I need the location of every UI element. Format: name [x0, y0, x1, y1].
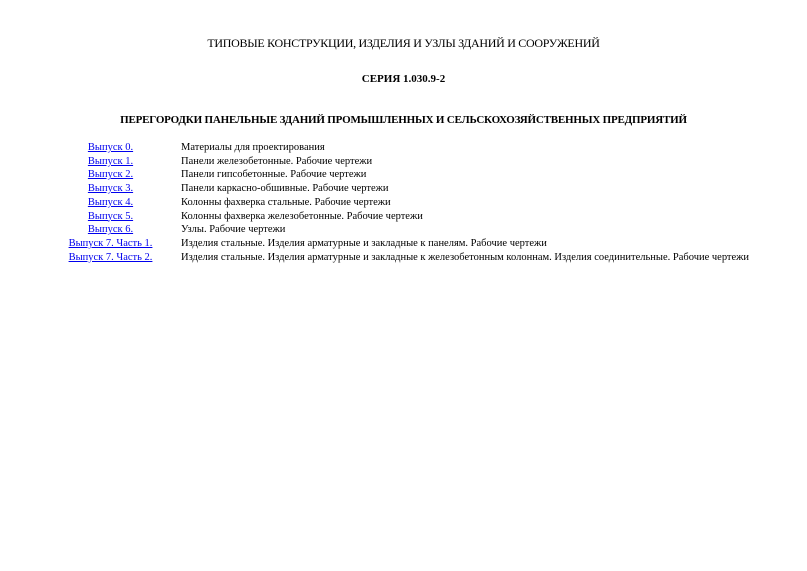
issue-description: Узлы. Рабочие чертежи — [181, 224, 286, 236]
issue-description: Панели железобетонные. Рабочие чертежи — [181, 155, 373, 167]
category-heading: ТИПОВЫЕ КОНСТРУКЦИИ, ИЗДЕЛИЯ И УЗЛЫ ЗДАНИЙ И СООРУЖЕНИЙ — [207, 36, 600, 50]
issue-description: Материалы для проектирования — [181, 142, 325, 153]
issue-row — [40, 251, 762, 265]
issue-row — [40, 141, 762, 155]
issue-link-7-part-2[interactable]: Выпуск 7. Часть 2. — [68, 251, 153, 263]
issue-description: Колонны фахверка железобетонные. Рабочие чертежи — [181, 210, 423, 222]
issue-link-4[interactable]: Выпуск 4. — [87, 196, 134, 208]
series-number: СЕРИЯ 1.030.9-2 — [361, 73, 446, 85]
issue-row — [40, 168, 762, 182]
issue-row — [40, 155, 762, 169]
issue-row — [40, 237, 762, 251]
issues-list — [40, 141, 762, 264]
issue-description: Колонны фахверка стальные. Рабочие чертежи — [181, 196, 391, 208]
issue-row — [40, 223, 762, 237]
issue-link-1[interactable]: Выпуск 1. — [87, 155, 134, 167]
issue-description: Панели гипсобетонные. Рабочие чертежи — [181, 169, 367, 181]
issue-description: Панели каркасно-обшивные. Рабочие чертежи — [181, 183, 389, 195]
issue-description: Изделия стальные. Изделия арматурные и закладные к панелям. Рабочие чертежи — [181, 237, 547, 249]
issue-link-2[interactable]: Выпуск 2. — [87, 169, 134, 181]
issue-link-7-part-1[interactable]: Выпуск 7. Часть 1. — [68, 237, 153, 249]
issue-link-0[interactable]: Выпуск 0. — [87, 142, 134, 153]
issue-link-3[interactable]: Выпуск 3. — [87, 183, 134, 195]
issue-link-6[interactable]: Выпуск 6. — [87, 224, 134, 236]
document-title: ПЕРЕГОРОДКИ ПАНЕЛЬНЫЕ ЗДАНИЙ ПРОМЫШЛЕННЫХ И СЕЛЬСКОХОЗЯЙСТВЕННЫХ ПРЕДПРИЯТИЙ — [120, 114, 687, 126]
issue-link-5[interactable]: Выпуск 5. — [87, 210, 134, 222]
issue-row — [40, 210, 762, 224]
issue-row — [40, 196, 762, 210]
issue-row — [40, 182, 762, 196]
issue-description: Изделия стальные. Изделия арматурные и закладные к железобетонным колоннам. Изделия соединительные. Рабочие чертежи — [181, 251, 750, 263]
